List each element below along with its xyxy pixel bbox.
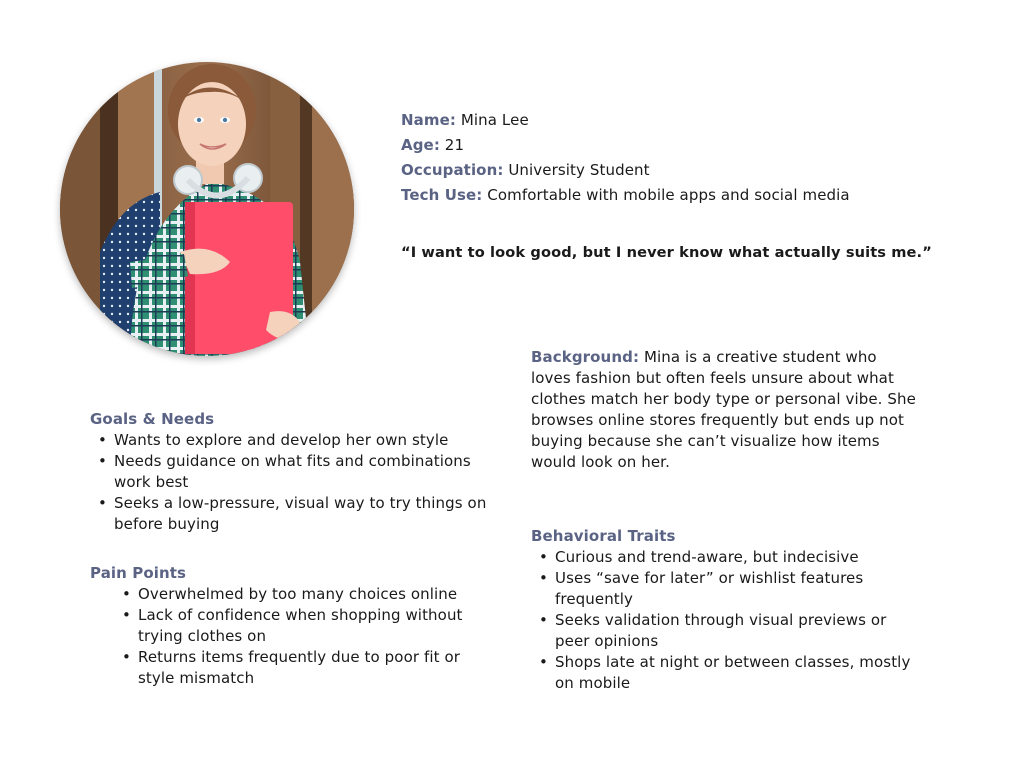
tech-use-row <box>401 183 850 208</box>
age-value: 21 <box>444 136 465 154</box>
list-item: • Returns items frequently due to poor fit or style mismatch <box>114 647 470 689</box>
persona-photo <box>60 62 354 356</box>
list-item: • Shops late at night or between classes, mostly on mobile <box>531 652 921 694</box>
pain-points-section <box>90 563 470 689</box>
list-item: • Wants to explore and develop her own style <box>90 430 490 451</box>
traits-title: Behavioral Traits <box>531 527 676 545</box>
occupation-value: University Student <box>508 161 650 179</box>
occupation-label: Occupation: <box>401 161 504 179</box>
list-item: • Lack of confidence when shopping without trying clothes on <box>114 605 470 647</box>
list-item: • Seeks a low-pressure, visual way to try things on before buying <box>90 493 490 535</box>
name-value: Mina Lee <box>460 111 529 129</box>
name-label: Name: <box>401 111 456 129</box>
tech-use-value: Comfortable with mobile apps and social media <box>487 186 850 204</box>
behavioral-traits-section <box>531 526 921 694</box>
goals-title: Goals & Needs <box>90 410 215 428</box>
age-label: Age: <box>401 136 440 154</box>
background-text: Mina is a creative student who loves fashion but often feels unsure about what clothes match her body type or personal vibe. She browses online stores frequently but ends up not buying because she can’t visualize how items would look on her. <box>531 348 916 471</box>
occupation-row <box>401 158 850 183</box>
persona-photo-icon <box>60 62 354 356</box>
list-item: • Overwhelmed by too many choices online <box>114 584 470 605</box>
list-item: • Seeks validation through visual previews or peer opinions <box>531 610 921 652</box>
name-row <box>401 108 850 133</box>
pain-points-title: Pain Points <box>90 564 187 582</box>
traits-list <box>531 547 921 694</box>
list-item: • Uses “save for later” or wishlist features frequently <box>531 568 921 610</box>
list-item: • Needs guidance on what fits and combinations work best <box>90 451 490 493</box>
goals-list <box>90 430 490 535</box>
background-label: Background: <box>531 348 640 366</box>
background-section <box>531 347 919 473</box>
list-item: • Curious and trend-aware, but indecisive <box>531 547 921 568</box>
tech-use-label: Tech Use: <box>401 186 483 204</box>
pain-points-list <box>114 584 470 689</box>
profile-info <box>401 108 850 208</box>
goals-section <box>90 409 490 535</box>
persona-quote: “I want to look good, but I never know what actually suits me.” <box>401 244 932 261</box>
age-row <box>401 133 850 158</box>
